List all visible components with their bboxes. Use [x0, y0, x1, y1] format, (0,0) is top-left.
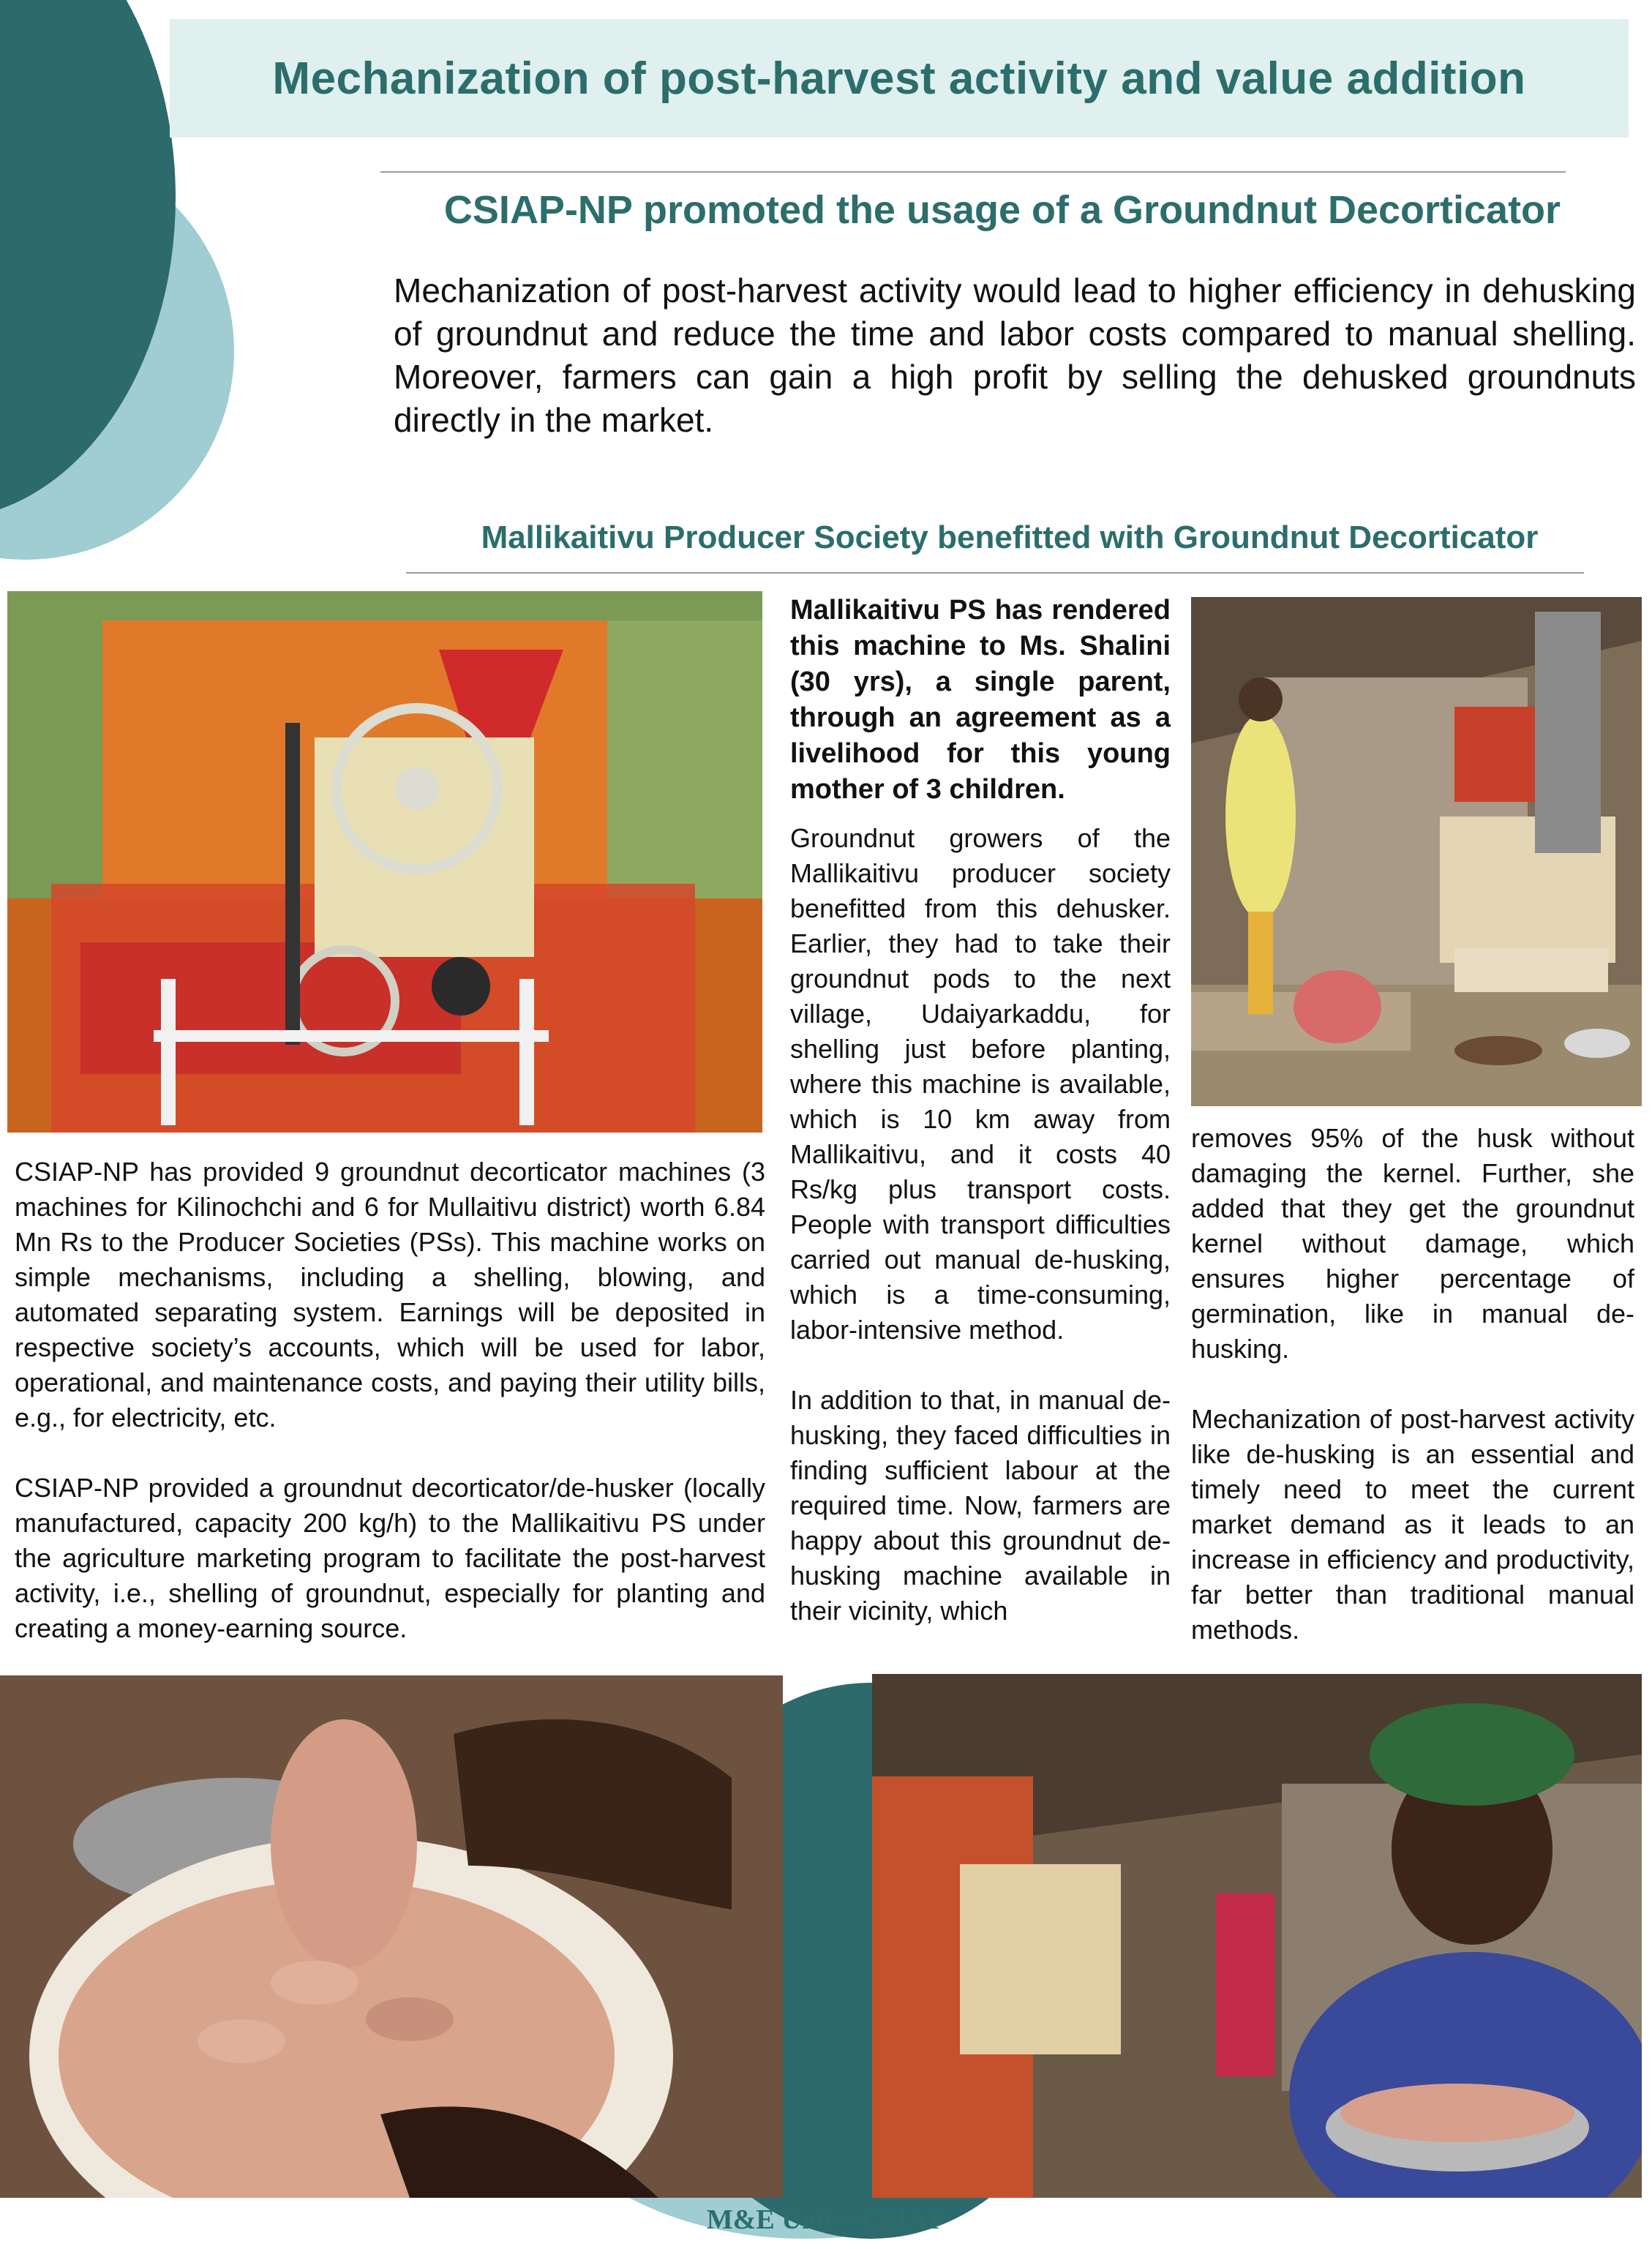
decorticator-machine-illustration: [7, 591, 762, 1133]
photo-operator-shed: [1191, 597, 1642, 1106]
photo-woman-with-kernels: [872, 1674, 1642, 2198]
right-paragraph-2: Mechanization of post-harvest activity like de-husking is an essential and timely need to meet the current market demand as it leads to an increase in efficiency and productivity, far better than traditional manual methods.: [1191, 1404, 1634, 1645]
photo-decorticator-machine: [7, 591, 762, 1133]
intro-paragraph: Mechanization of post-harvest activity would lead to higher efficiency in dehusking of groundnut and reduce the time and labor costs compared to manual shelling. Moreover, farmers can gain a high profit by selling the dehusked groundnuts directly in the market.: [394, 271, 1636, 439]
photo-groundnut-kernels: [0, 1675, 783, 2198]
story-title: Mallikaitivu Producer Society benefitted with Groundnut Decorticator: [481, 519, 1539, 555]
groundnut-kernels-illustration: [0, 1675, 783, 2198]
story-lead: Mallikaitivu PS has rendered this machine to Ms. Shalini (30 yrs), a single parent, through an agreement as a livelihood for this young mother of 3 children.: [790, 595, 1171, 805]
right-paragraph-1: removes 95% of the husk without damaging the kernel. Further, she added that they get the groundnut kernel without damage, which ensures higher percentage of germination, like in manual de-husking.: [1191, 1123, 1634, 1364]
middle-paragraph-1: Groundnut growers of the Mallikaitivu producer society benefitted from this dehusker. Earlier, they had to take their groundnut pods to the next village, Udaiyarkaddu, for shelling just before planting, where this machine is available, which is 10 km away from Mallikaitivu, and it costs 40 Rs/kg plus transport costs. People with transport difficulties carried out manual de-husking, which is a time-consuming, labor-intensive method.: [790, 823, 1171, 1345]
page-title: Mechanization of post-harvest activity and value addition: [272, 53, 1526, 104]
left-paragraph-1: CSIAP-NP has provided 9 groundnut decorticator machines (3 machines for Kilinochchi and 6 for Mullaitivu district) worth 6.84 Mn Rs to the Producer Societies (PSs). This machine works on simple mechanisms, including a shelling, blowing, and automated separating system. Earnings will be deposited in respective society’s accounts, which will be used for labor, operational, and maintenance costs, and paying their utility bills, e.g., for electricity, etc.: [15, 1157, 765, 1433]
left-column: [15, 1154, 765, 1646]
footer-credit: M&E Unit—CSIAP: [706, 2204, 946, 2235]
right-column: [1191, 1121, 1634, 1648]
divider-top: [380, 171, 1566, 173]
section-subtitle: CSIAP-NP promoted the usage of a Groundnut Decorticator: [443, 188, 1561, 232]
operator-shed-illustration: [1191, 597, 1642, 1106]
divider-story: [406, 572, 1584, 574]
title-banner: [170, 19, 1629, 138]
middle-paragraph-2: In addition to that, in manual de-husking, they faced difficulties in finding sufficient labour at the required time. Now, farmers are happy about this groundnut de-husking machine available in their vicinity, which: [790, 1385, 1171, 1626]
middle-column: [790, 593, 1171, 1629]
left-paragraph-2: CSIAP-NP provided a groundnut decorticator/de-husker (locally manufactured, capacity 200 kg/h) to the Mallikaitivu PS under the agriculture marketing program to facilitate the post-harvest activity, i.e., shelling of groundnut, especially for planting and creating a money-earning source.: [15, 1473, 765, 1643]
woman-with-kernels-illustration: [872, 1674, 1642, 2198]
